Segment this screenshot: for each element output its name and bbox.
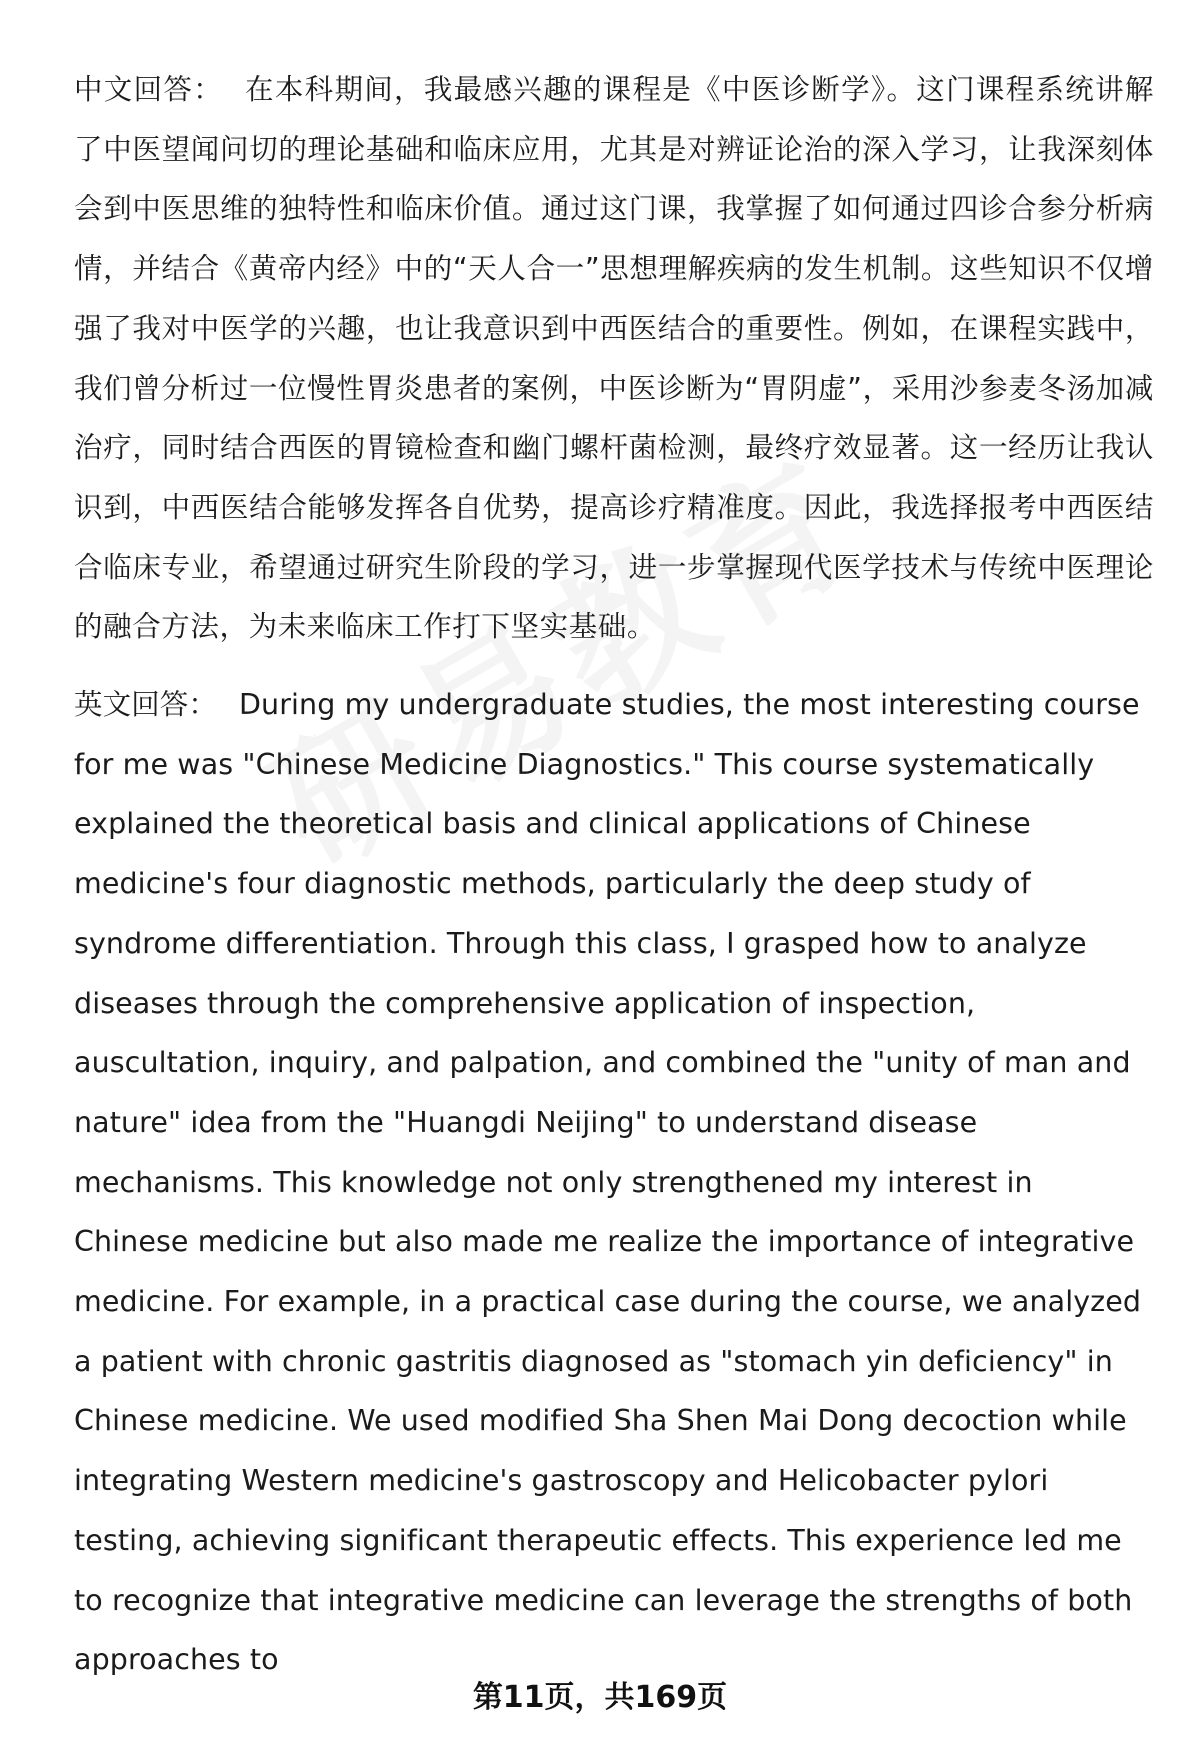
page-content: [74, 60, 1154, 1690]
chinese-answer-paragraph: [74, 60, 1154, 657]
chinese-answer-text: 在本科期间，我最感兴趣的课程是《中医诊断学》。这门课程系统讲解了中医望闻问切的理论基础和临床应用，尤其是对辨证论治的深入学习，让我深刻体会到中医思维的独特性和临床价值。通过这门课，我掌握了如何通过四诊合参分析病情，并结合《黄帝内经》中的“天人合一”思想理解疾病的发生机制。这些知识不仅增强了我对中医学的兴趣，也让我意识到中西医结合的重要性。例如，在课程实践中，我们曾分析过一位慢性胃炎患者的案例，中医诊断为“胃阴虚”，采用沙参麦冬汤加减治疗，同时结合西医的胃镜检查和幽门螺杆菌检测，最终疗效显著。这一经历让我认识到，中西医结合能够发挥各自优势，提高诊疗精准度。因此，我选择报考中西医结合临床专业，希望通过研究生阶段的学习，进一步掌握现代医学技术与传统中医理论的融合方法，为未来临床工作打下坚实基础。: [74, 73, 1154, 644]
page-number-footer: 第11页，共169页: [472, 1680, 728, 1715]
english-answer-text: During my undergraduate studies, the most interesting course for me was "Chinese Medicine Diagnostics." This course systematically explained the theoretical basis and clinical applications of Chinese medicine's four diagnostic methods, particularly the deep study of syndrome differentiation. Through this class, I grasped how to analyze diseases through the comprehensive application of inspection, auscultation, inquiry, and palpation, and combined the "unity of man and nature" idea from the "Huangdi Neijing" to understand disease mechanisms. This knowledge not only strengthened my interest in Chinese medicine but also made me realize the importance of integrative medicine. For example, in a practical case during the course, we analyzed a patient with chronic gastritis diagnosed as "stomach yin deficiency" in Chinese medicine. We used modified Sha Shen Mai Dong decoction while integrating Western medicine's gastroscopy and Helicobacter pylori testing, achieving significant therapeutic effects. This experience led me to recognize that integrative medicine can leverage the strengths of both approaches to: [74, 688, 1142, 1677]
english-answer-paragraph: [74, 675, 1154, 1690]
english-answer-label: 英文回答：: [74, 688, 218, 722]
chinese-answer-label: 中文回答：: [74, 73, 224, 106]
